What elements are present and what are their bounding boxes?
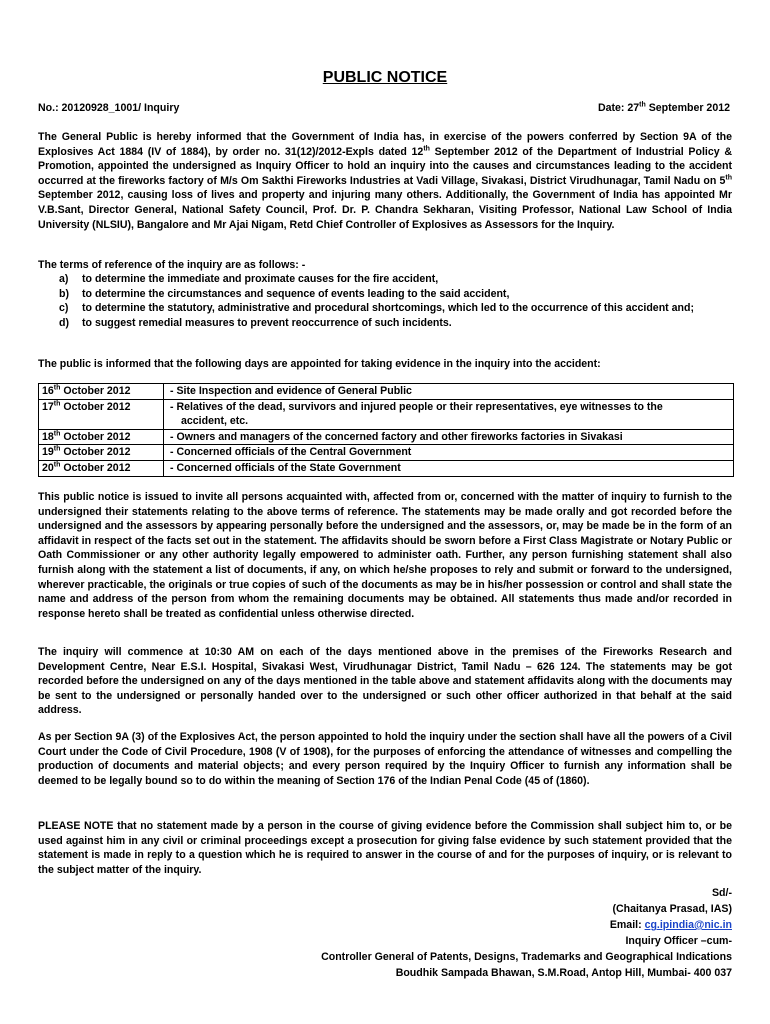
date-month: October 2012 <box>60 446 131 459</box>
intro-ordinal-2: th <box>725 174 732 182</box>
reference-line <box>38 101 730 116</box>
date-day: 18 <box>42 430 54 443</box>
terms-text: to determine the statutory, administrative and procedural shortcomings, which led to the occurrence of this accident and; <box>82 302 694 315</box>
schedule-date <box>39 384 164 400</box>
table-row <box>39 445 734 461</box>
notice-number: No.: 20120928_1001/ Inquiry <box>38 102 180 114</box>
intro-part-2: September 2012 of the Department of Industrial Policy & Promotion, appointed the undersigned as Inquiry Officer to hold an inquiry into the causes and circumstances leading to the accident occurred at the fireworks factory of M/s Om Sakthi Fireworks Industries at Vadi Village, Sivakasi, District Virudhunagar, Tamil Nadu on 5 <box>38 145 732 187</box>
terms-item <box>38 272 732 287</box>
event-text: - Owners and managers of the concerned factory and other fireworks factories in Sivakasi <box>170 430 623 443</box>
schedule-event <box>164 460 734 476</box>
date-suffix: September 2012 <box>645 102 730 114</box>
date-day: 19 <box>42 446 54 459</box>
terms-list <box>38 272 732 330</box>
terms-text: to determine the immediate and proximate causes for the fire accident, <box>82 273 439 285</box>
date-ordinal: th <box>53 400 61 408</box>
notice-date <box>598 101 730 116</box>
schedule-event <box>164 429 734 445</box>
intro-part-3: September 2012, causing loss of lives and property and injuring many others. Additionally, the Government of India has appointed Mr V.B.Sant, Director General, National Safety Council, Prof. Dr. P. Chandra Sekharan, Visiting Professor, National Law School of India University (NLSIU), Bangalore and Mr Ajai Nigam, Retd Chief Controller of Explosives as Assessors for the Inquiry. <box>38 189 732 231</box>
signature-sd: Sd/- <box>711 887 732 899</box>
event-text: - Concerned officials of the Central Government <box>170 446 412 459</box>
schedule-event <box>164 399 734 429</box>
terms-text: to determine the circumstances and sequence of events leading to the said accident, <box>82 287 510 300</box>
email-label: Email: <box>609 919 645 931</box>
please-note-paragraph: PLEASE NOTE that no statement made by a person in the course of giving evidence before the Commission shall subject him to, or be used against him in any civil or criminal proceedings except a prosecution for giving false evidence by such statement provided that the statement is made in reply to a question which he is required to answer in the course of and for the purposes of inquiry, or is relevant to the subject matter of the inquiry. <box>38 820 732 876</box>
statements-paragraph: This public notice is issued to invite all persons acquainted with, affected from or, concerned with the matter of inquiry to furnish to the undersigned their statements relating to the above terms of reference. The statements may be made orally and got recorded before the undersigned and the assessors by appearing personally before the undersigned and the assessors, or, may be made be in the form of an affidavit in respect of the facts set out in the statement. The affidavits should be sworn before a First Class Magistrate or Notary Public or Oath Commissioner or any other authority legally empowered to administer oath. Further, any person furnishing statement shall also furnish along with the statement a list of documents, if any, on which he/she proposes to rely and submit or forward to the undersigned, wherever practicable, the originals or true copies of such of the documents as may be in his/her possession or control and shall state the name and address of the person from whom the remaining documents may be obtained. All statements thus made and/or recorded in response hereto shall be treated as confidential unless otherwise directed. <box>38 491 732 620</box>
terms-letter: b) <box>59 287 69 300</box>
date-prefix: Date: 27 <box>597 102 640 114</box>
schedule-date <box>39 399 164 429</box>
date-month: October 2012 <box>60 400 131 413</box>
terms-item <box>38 316 732 331</box>
event-text: - Relatives of the dead, survivors and injured people or their representatives, eye witnesses to the <box>170 400 663 413</box>
date-ordinal: th <box>53 445 61 453</box>
schedule-date <box>39 460 164 476</box>
table-row <box>39 429 734 445</box>
terms-text: to suggest remedial measures to prevent reoccurrence of such incidents. <box>82 316 452 329</box>
event-text: - Site Inspection and evidence of General Public <box>170 385 412 397</box>
date-day: 16 <box>42 385 54 397</box>
event-continuation: accident, etc. <box>181 415 249 428</box>
terms-letter: c) <box>59 302 69 315</box>
signatory-name: (Chaitanya Prasad, IAS) <box>612 903 732 915</box>
terms-letter: a) <box>59 273 69 285</box>
powers-paragraph: As per Section 9A (3) of the Explosives Act, the person appointed to hold the inquiry under the section shall have all the powers of a Civil Court under the Code of Civil Procedure, 1908 (V of 1908), for the purposes of enforcing the attendance of witnesses and compelling the production of documents and material objects; and every person required by the Inquiry Officer to furnish any information shall be deemed to be legally bound so to do within the meaning of Section 176 of the Indian Penal Code (45 of (1860). <box>38 731 732 787</box>
page-title: PUBLIC NOTICE <box>322 69 448 86</box>
table-row <box>39 384 734 400</box>
date-ordinal: th <box>53 430 61 438</box>
intro-paragraph <box>38 130 732 232</box>
intro-ordinal-1: th <box>423 145 430 153</box>
intro-part-1: The General Public is hereby informed that the Government of India has, in exercise of the powers conferred by Section 9A of the Explosives Act 1884 (IV of 1884), by order no. 31(12)/2012-Expls dated 12 <box>38 131 732 158</box>
commencement-paragraph: The inquiry will commence at 10:30 AM on each of the days mentioned above in the premises of the Fireworks Research and Development Centre, Near E.S.I. Hospital, Sivakasi West, Virudhunagar District, Tamil Nadu – 626 124. The statements may be got recorded before the undersigned on any of the days mentioned in the table above and statement affidavits along with the documents may be sent to the undersigned or personally handed over to the undersigned or such other officer authorized in that behalf at the said address. <box>38 646 732 717</box>
schedule-intro: The public is informed that the following days are appointed for taking evidence in the inquiry into the accident: <box>38 358 601 370</box>
date-ordinal: th <box>639 101 646 109</box>
event-text: - Concerned officials of the State Government <box>170 461 401 474</box>
email-link[interactable]: cg.ipindia@nic.in <box>644 919 732 931</box>
table-row <box>39 399 734 429</box>
date-ordinal: th <box>53 461 61 469</box>
date-day: 17 <box>42 400 54 413</box>
schedule-date <box>39 445 164 461</box>
date-month: October 2012 <box>60 461 131 474</box>
signatory-email-line <box>321 917 732 933</box>
table-row <box>39 460 734 476</box>
schedule-event <box>164 384 734 400</box>
date-month: October 2012 <box>60 385 131 397</box>
date-ordinal: th <box>53 384 61 392</box>
schedule-event <box>164 445 734 461</box>
terms-item <box>38 301 732 316</box>
terms-heading: The terms of reference of the inquiry are as follows: - <box>38 259 306 271</box>
signatory-address: Boudhik Sampada Bhawan, S.M.Road, Antop Hill, Mumbai- 400 037 <box>395 967 732 979</box>
date-day: 20 <box>42 461 54 474</box>
date-month: October 2012 <box>60 430 131 443</box>
signature-block <box>321 885 732 981</box>
terms-letter: d) <box>59 316 69 329</box>
signatory-office: Controller General of Patents, Designs, Trademarks and Geographical Indications <box>321 951 732 963</box>
terms-item <box>38 287 732 302</box>
signatory-role: Inquiry Officer –cum- <box>625 935 732 947</box>
schedule-table <box>38 383 734 477</box>
schedule-date <box>39 429 164 445</box>
